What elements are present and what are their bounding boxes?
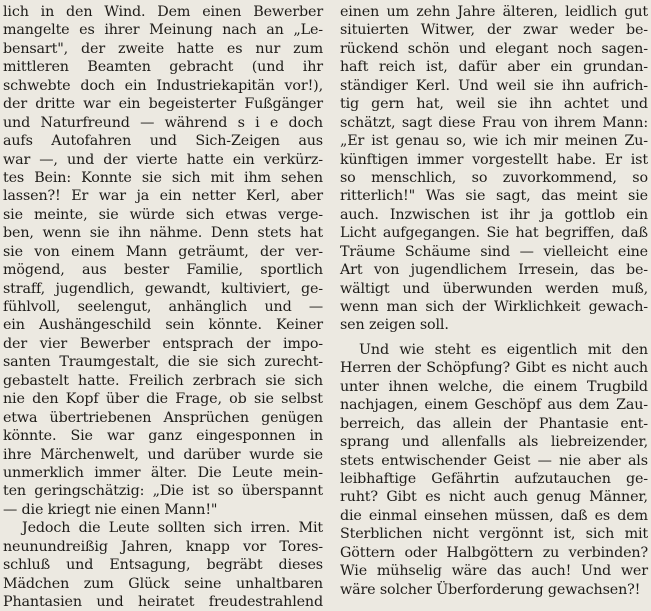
left-text-column (3, 3, 323, 611)
text-line: Herren der Schöpfung? Gibt es nicht auch (340, 360, 648, 377)
text-line: ruht? Gibt es nicht auch genug Männer, (340, 489, 648, 506)
text-line: ein Aushängeschild sein könnte. Keiner (3, 317, 323, 334)
text-line: fühlvoll, seelengut, anhänglich und — (3, 299, 323, 315)
text-line: auch. Inzwischen ist ihr ja gottlob ein (340, 206, 648, 223)
text-line: ihre Märchenwelt, und darüber wurde sie (3, 446, 323, 463)
text-line: Sterblichen nicht vergönnt ist, sich mit (340, 526, 648, 543)
text-line: sie von einem Mann geträumt, der ver- (3, 243, 323, 260)
text-line: sie meinte, sie würde sich etwas verge- (3, 206, 323, 223)
text-line: Jedoch die Leute sollten sich irren. Mit (22, 520, 323, 537)
text-line: — die kriegt nie einen Mann!" (3, 501, 218, 518)
text-line: unter ihnen welche, die einem Trugbild (340, 378, 648, 395)
text-line: berreich, das allein der Phantasie ent- (340, 415, 648, 432)
text-line: nie den Kopf über die Frage, ob sie selbst (3, 391, 323, 408)
text-line: der vier Bewerber entsprach der impo- (3, 335, 323, 352)
text-line: Göttern oder Halbgöttern zu verbinden? (340, 544, 648, 561)
text-line: Art von jugendlichem Irresein, das be- (340, 262, 648, 279)
text-line: aufs Autofahren und Sich-Zeigen aus (3, 133, 323, 150)
text-line: die einmal einsehen müssen, daß es dem (340, 507, 648, 524)
text-line: santen Traumgestalt, die sie sich zurecht- (3, 354, 323, 371)
text-line: einen um zehn Jahre älteren, leidlich gut (340, 4, 648, 20)
text-line: mögend, aus bester Familie, sportlich (3, 262, 323, 279)
text-line: lassen?! Er war ja ein netter Kerl, aber (3, 188, 323, 205)
text-line: bensart", der zweite hatte es nur zum (3, 40, 323, 57)
text-line: neunundreißig Jahren, knapp vor Tores- (3, 538, 323, 555)
text-line: ben, wenn sie ihn nähme. Denn stets hat (3, 225, 323, 242)
text-line: etwa übertriebenen Ansprüchen genügen (3, 409, 323, 426)
text-line: haft reich ist, dafür aber ein grundan- (340, 59, 648, 76)
text-line: gebastelt hatte. Freilich zerbrach sie sich (3, 372, 323, 389)
text-line: unmerklich immer älter. Die Leute mein- (3, 464, 323, 481)
text-line: stets entwischender Geist — nie aber als (340, 452, 648, 469)
text-line: wältigt und überwunden werden muß, (340, 280, 648, 297)
text-line: nachjagen, einem Geschöpf aus dem Zau- (340, 397, 648, 414)
text-line: lich in den Wind. Dem einen Bewerber (3, 4, 323, 20)
text-line: Mädchen zum Glück seine unhaltbaren (3, 575, 323, 592)
text-line: schwebte doch ein Industriekapitän vor!), (3, 77, 323, 94)
text-line: Licht aufgegangen. Sie hat begriffen, daß (340, 225, 648, 242)
text-line: ten geringschätzig: „Die ist so überspannt (3, 483, 323, 500)
text-line: sen zeigen soll. (340, 317, 449, 334)
right-text-column (340, 3, 648, 599)
text-line: mittleren Beamten gebracht (und ihr (3, 59, 323, 76)
text-line: Phantasien und heiratet freudestrahlend (3, 594, 323, 610)
text-line: tes Bein: Konnte sie sich mit ihm sehen (3, 169, 323, 186)
text-line: Und wie steht es eigentlich mit den (359, 341, 648, 358)
text-line: straff, jugendlich, gewandt, kultiviert, ge- (3, 280, 323, 297)
text-line: mangelte es ihrer Meinung nach an „Le- (3, 22, 323, 39)
text-line: ständiger Kerl. Und weil sie ihn aufrich- (340, 77, 648, 94)
text-line: wenn man sich der Wirklichkeit gewach- (340, 299, 648, 315)
text-line: situierten Witwer, der zwar weder be- (340, 22, 648, 39)
text-line: rückend schön und elegant noch sagen- (340, 40, 648, 57)
text-line: schluß und Entsagung, begräbt dieses (3, 557, 323, 574)
text-line: schätzt, sagt diese Frau von ihrem Mann: (340, 114, 648, 131)
text-line: Wie mühselig wäre das auch! Und wer (340, 563, 648, 580)
text-line: sprang und allenfalls als liebreizender, (340, 434, 648, 451)
text-line: wäre solcher Überforderung gewachsen?! (340, 581, 641, 598)
text-line: tig gern hat, weil sie ihn achtet und (340, 96, 648, 113)
text-line: ritterlich!" Was sie sagt, das meint sie (340, 188, 648, 205)
text-line: so menschlich, so zuvorkommend, so (340, 169, 648, 186)
text-line: könnte. Sie war ganz eingesponnen in (3, 428, 323, 445)
text-line: künftigen immer vorgestellt habe. Er ist (340, 151, 648, 168)
text-line: leibhaftige Gefährtin aufzutauchen ge- (340, 470, 648, 487)
text-line: der dritte war ein begeisterter Fußgänger (3, 96, 323, 113)
text-line: „Er ist genau so, wie ich mir meinen Zu- (340, 133, 648, 150)
text-line: war —, und der vierte hatte ein verkürz- (3, 151, 323, 168)
text-line: und Naturfreund — während s i e doch (3, 114, 323, 131)
text-line: Träume Schäume sind — vielleicht eine (340, 243, 648, 260)
